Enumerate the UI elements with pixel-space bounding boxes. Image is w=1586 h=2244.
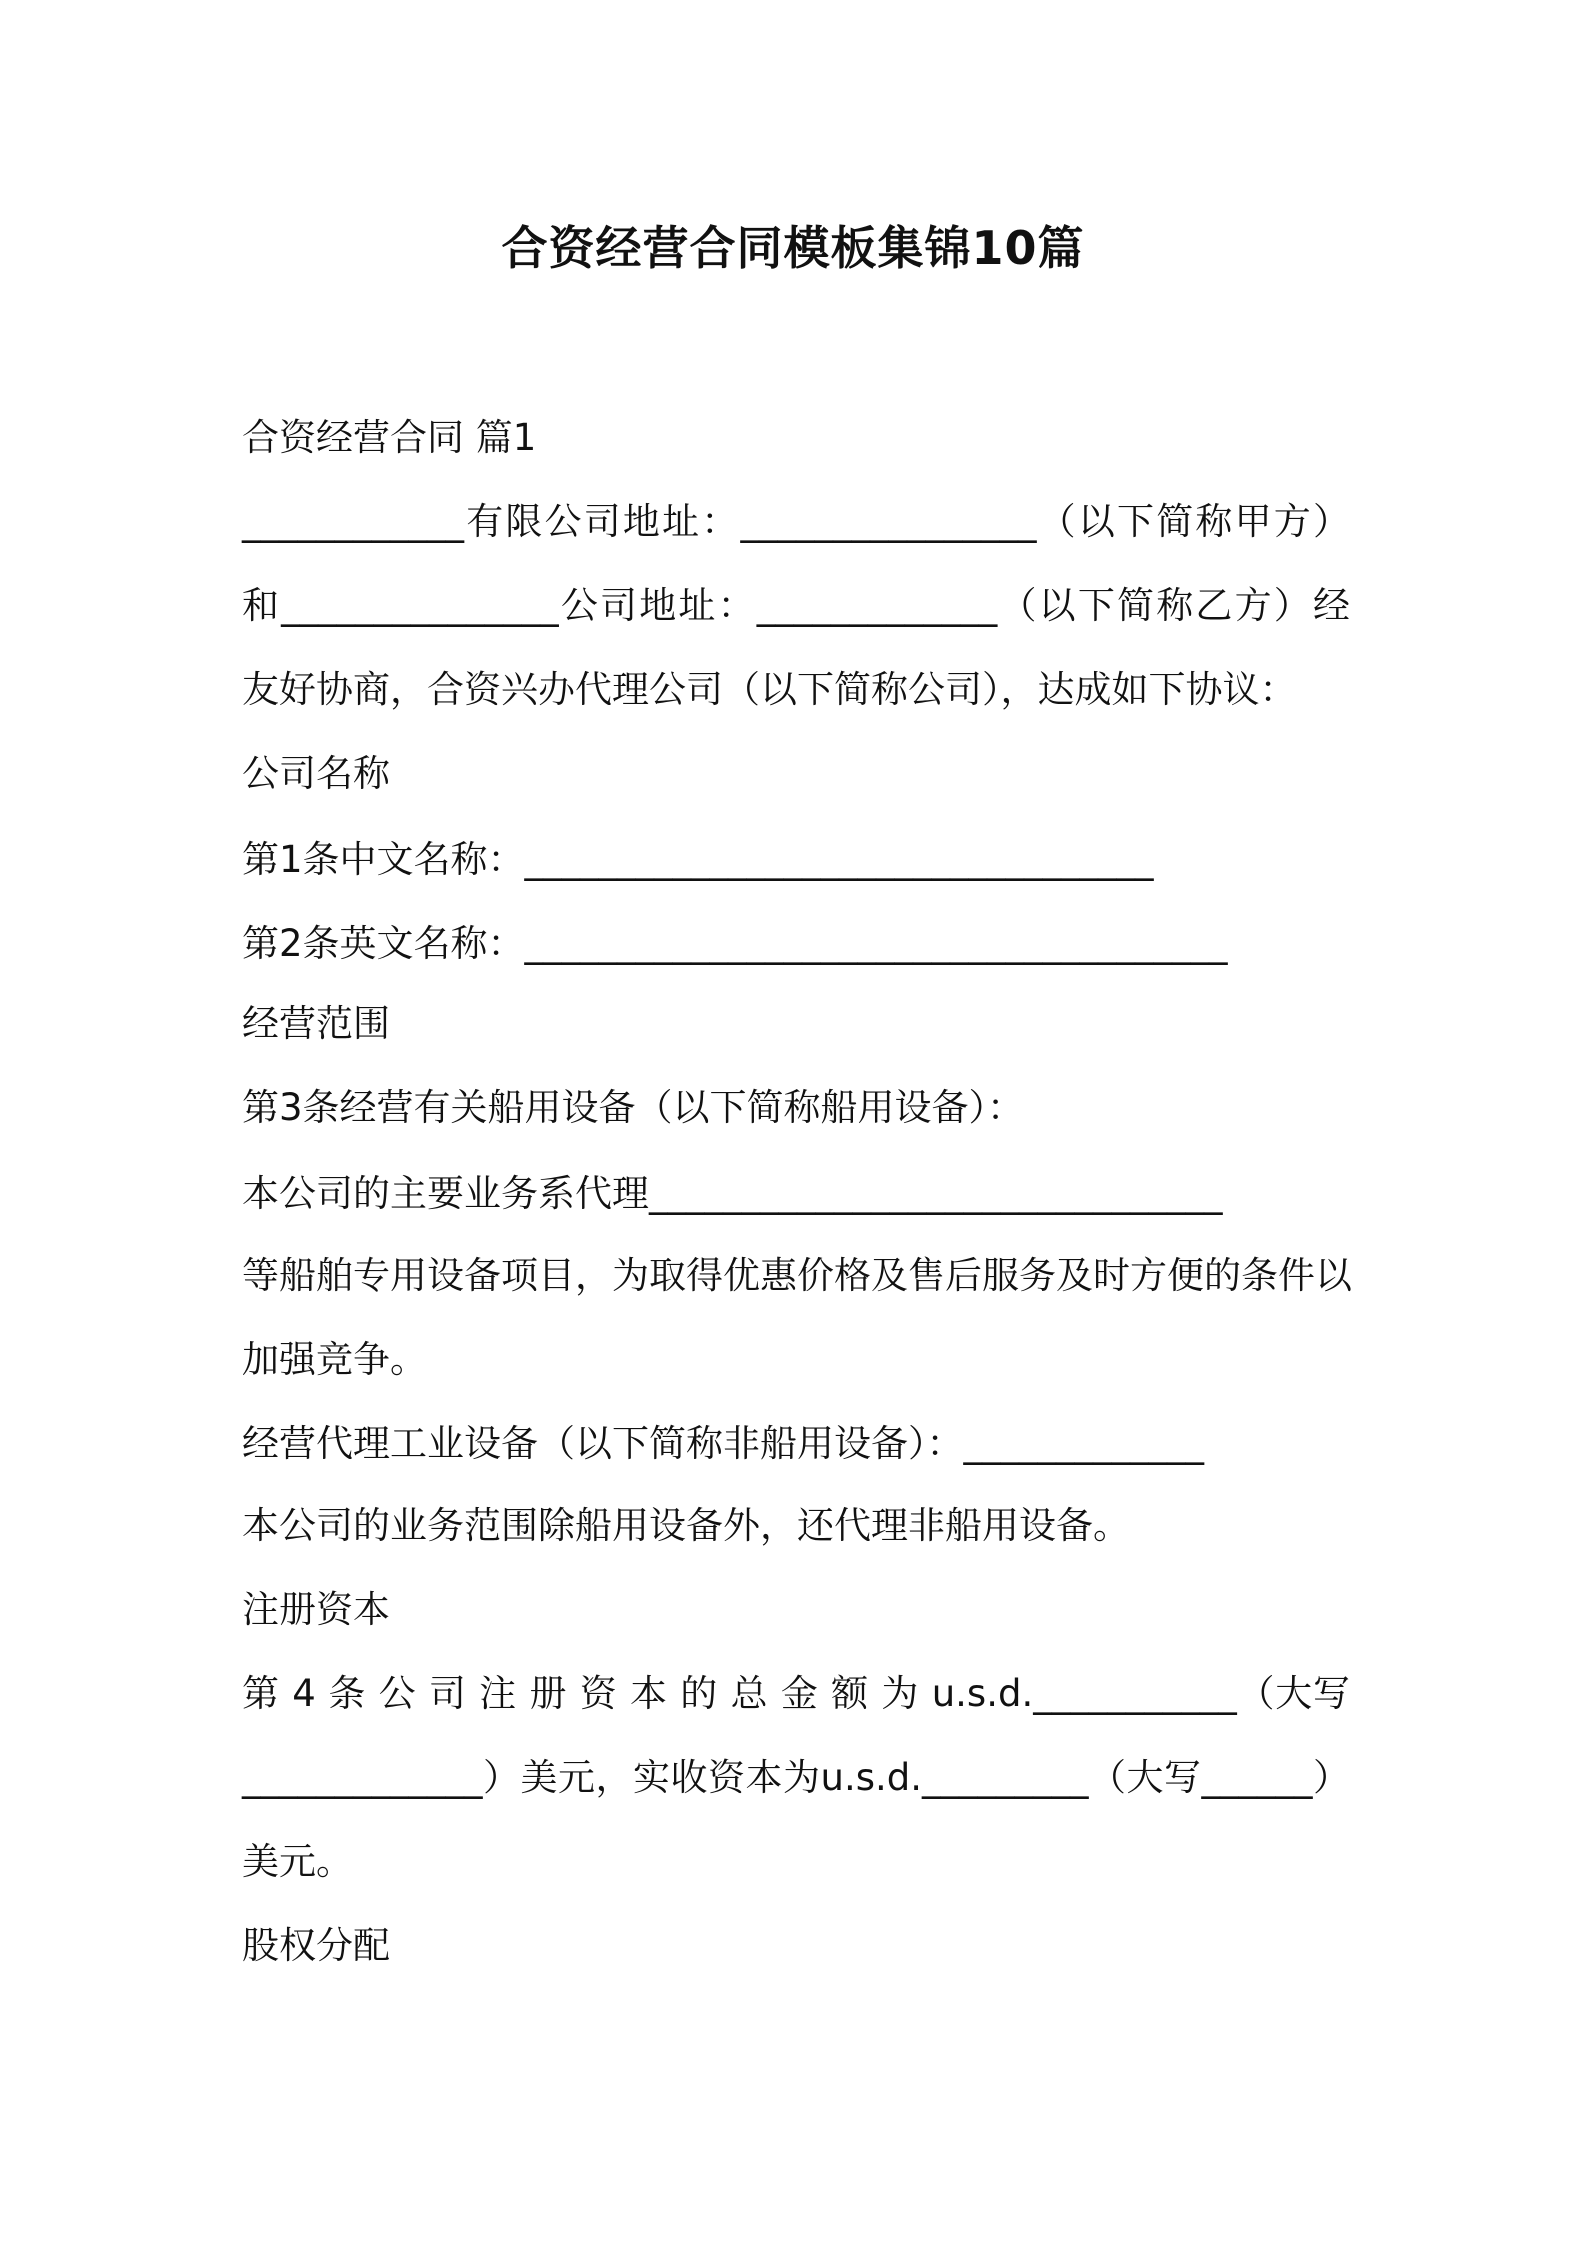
clause-line: 第 4 条 公 司 注 册 资 本 的 总 金 额 为 u.s.d.___________（大写 (242, 1672, 1350, 1715)
section-heading-part-1: 合资经营合同 篇1 (242, 416, 537, 459)
paragraph-line: 加强竞争。 (242, 1338, 427, 1381)
section-heading: 公司名称 (242, 752, 390, 795)
paragraph-line: 等船舶专用设备项目，为取得优惠价格及售后服务及时方便的条件以 (242, 1254, 1352, 1297)
clause-line: 第1条中文名称：__________________________________ (242, 838, 1154, 881)
document-title: 合资经营合同模板集锦10篇 (501, 221, 1085, 275)
paragraph-line: 美元。 (242, 1840, 353, 1883)
clause-line: 第3条经营有关船用设备（以下简称船用设备）： (242, 1086, 1025, 1129)
paragraph-line: 经营代理工业设备（以下简称非船用设备）：_____________ (242, 1422, 1204, 1465)
paragraph-line: 和_______________公司地址：_____________（以下简称乙方）经 (242, 584, 1350, 627)
paragraph-line: _____________）美元，实收资本为u.s.d._________（大写______） (242, 1756, 1350, 1799)
section-heading: 注册资本 (242, 1588, 390, 1631)
paragraph-line: 本公司的主要业务系代理_______________________________ (242, 1172, 1223, 1215)
section-heading: 股权分配 (242, 1924, 390, 1967)
paragraph-line: 本公司的业务范围除船用设备外，还代理非船用设备。 (242, 1504, 1130, 1547)
paragraph-line: ____________有限公司地址：________________（以下简称甲方） (242, 500, 1350, 543)
clause-line: 第2条英文名称：______________________________________ (242, 922, 1228, 965)
section-heading: 经营范围 (242, 1002, 390, 1045)
paragraph-line: 友好协商，合资兴办代理公司（以下简称公司），达成如下协议： (242, 668, 1297, 711)
